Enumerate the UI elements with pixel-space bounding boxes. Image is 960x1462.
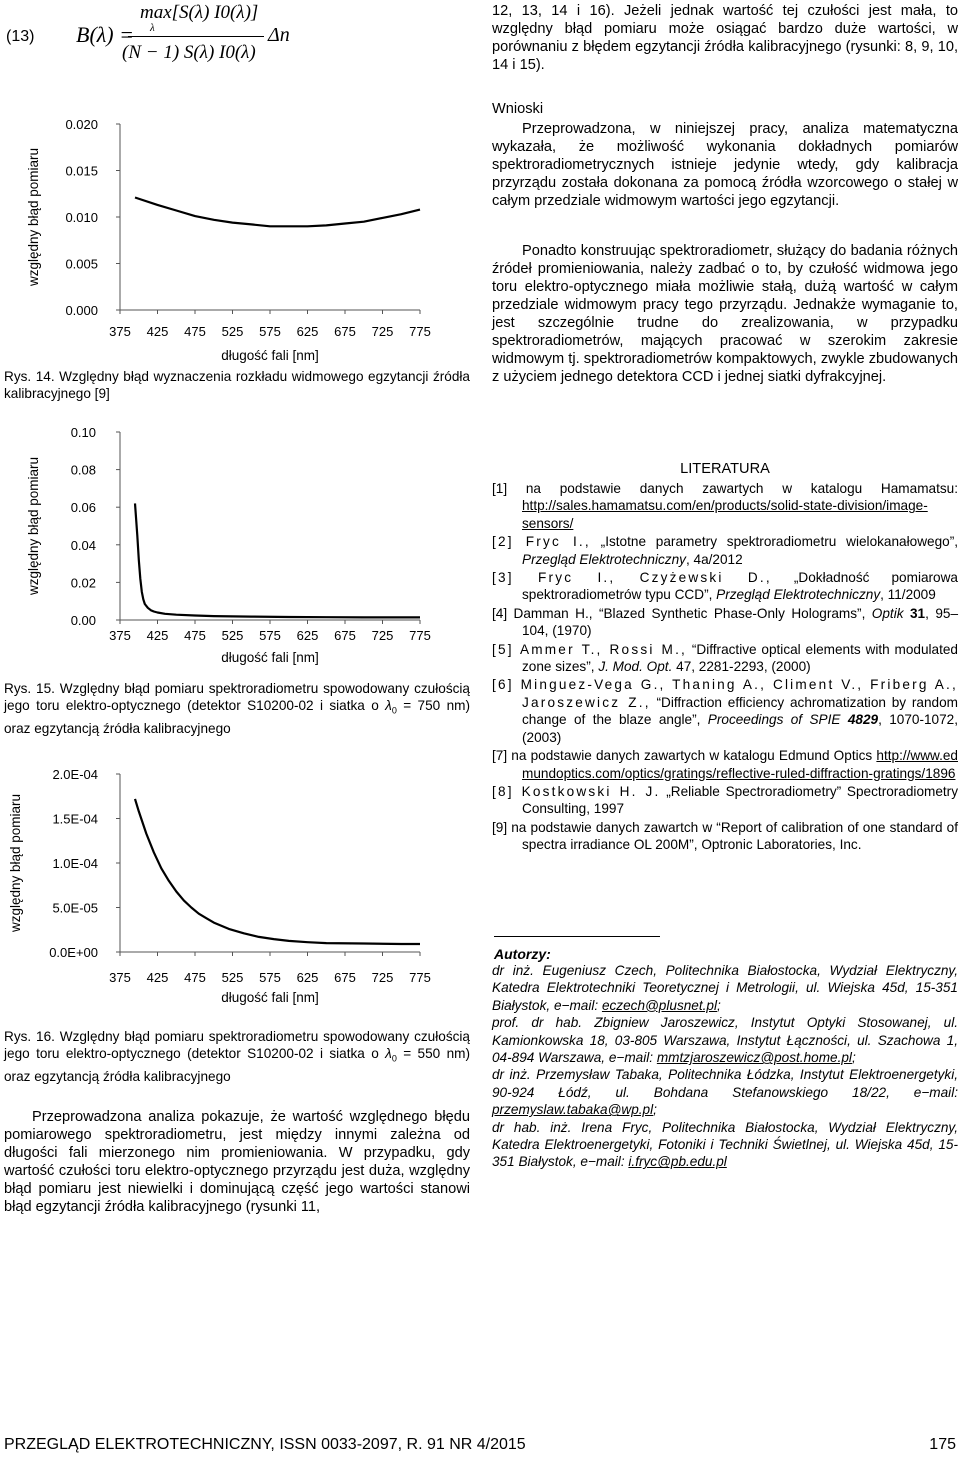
x-tick-label: 675 (334, 628, 356, 643)
x-tick-label: 425 (146, 628, 169, 643)
author-1 (492, 962, 958, 1014)
literature-heading: LITERATURA (680, 461, 770, 477)
reference-text: , 95–104, (1970) (522, 605, 959, 639)
x-tick-label: 575 (259, 970, 281, 985)
author-text: dr inż. Eugeniusz Czech, Politechnika Białostocka, Wydział Elektryczny, Katedra Elektrotechniki Teoretycznej i Metrologii, ul. Wiejska 45d, 15-351 Białystok, e−mail: (492, 963, 958, 1013)
x-tick-label: 525 (221, 628, 244, 643)
y-axis-label: względny błąd pomiaru (8, 793, 23, 933)
reference-8 (492, 783, 958, 818)
y-tick-label: 0.10 (70, 425, 96, 440)
reference-authors: [6] Minguez-Vega G., Thaning A., Climent V., Friberg A., Jaroszewicz Z., (492, 677, 958, 710)
y-tick-label: 5.0E-05 (52, 900, 98, 916)
reference-volume: 4829 (847, 712, 879, 728)
reference-authors: [5] Ammer T., Rossi M., (492, 641, 688, 657)
reference-journal: J. Mod. Opt. (598, 659, 673, 675)
reference-text: [4] Damman H., “Blazed Synthetic Phase-Only Holograms”, (492, 605, 872, 621)
reference-2 (492, 533, 958, 568)
x-tick-label: 775 (409, 628, 431, 643)
reference-text: [1] na podstawie danych zawartych w katalogu Hamamatsu: (492, 481, 958, 496)
reference-journal: Proceedings of SPIE (707, 712, 841, 728)
y-tick-label: 0.010 (65, 210, 98, 225)
series-line (135, 503, 420, 617)
reference-link[interactable]: http://sales.hamamatsu.com/en/products/solid-state-division/image-sensors/ (522, 498, 928, 531)
reference-6 (492, 676, 958, 746)
reference-5 (492, 641, 958, 676)
author-email[interactable]: mmtzjaroszewicz@post.home.pl (656, 1050, 852, 1066)
x-tick-label: 725 (371, 628, 394, 643)
x-tick-label: 775 (409, 324, 431, 339)
lambda-sub: 0 (391, 705, 397, 716)
x-tick-label: 575 (259, 628, 281, 643)
reference-3 (492, 569, 958, 604)
lambda-symbol: λ (385, 698, 392, 713)
reference-link[interactable]: http://www.edmundoptics.com/optics/gratings/reflective-ruled-diffraction-gratings/1896 (522, 748, 958, 781)
x-tick-label: 675 (334, 324, 356, 339)
y-tick-label: 2.0E-04 (52, 767, 98, 782)
x-tick-label: 425 (146, 970, 169, 985)
x-tick-label: 475 (184, 970, 206, 985)
fraction-bar (128, 36, 264, 37)
conclusions-paragraph-2: Ponadto konstruując spektroradiometr, służący do badania różnych źródeł promieniowania, należy zadbać o to, by czułość widmowa jego toru elektro-optycznego miała możliwie stałą, dużą wartość w całym przedziale widmowym pracy tego przyrządu. Jednakże wymaganie to, jest szczególnie trudne do zrealizowania, w przypadku spektroradiometrów, mających pracować w szerokim zakresie widmowym tj. spektroradiometrów kompaktowych, zwykle zbudowanych z użyciem jednego detektora CCD i jednej siatki dyfrakcyjnej. (492, 243, 958, 385)
reference-text: “Diffraction efficiency achromatization by random change of the blaze angle”, (522, 694, 958, 728)
author-4 (492, 1119, 958, 1171)
chart-rys-16 (0, 746, 470, 1016)
x-tick-label: 375 (109, 324, 131, 339)
conclusions-heading: Wnioski (492, 101, 544, 117)
x-tick-label: 625 (296, 970, 319, 985)
x-tick-label: 625 (296, 324, 319, 339)
caption-rys-16-b: = 550 nm) oraz egzytancją źródła kalibracyjnego (4, 1046, 470, 1084)
equation-rhs: Δn (268, 24, 290, 46)
x-tick-label: 725 (371, 324, 394, 339)
conclusions-paragraph-1: Przeprowadzona, w niniejszej pracy, analiza matematyczna wykazała, że możliwość wykonania dokładnych pomiarów spektroradiometrycznych istnieje jedynie wtedy, gdy kalibracja przyrządu została dokonana za pomocą źródła wzorcowego o stałej w całym przedziale widmowym wartości jego egzytancji. (492, 121, 958, 209)
author-email[interactable]: eczech@plusnet.pl (601, 997, 717, 1013)
y-tick-label: 0.000 (65, 303, 98, 318)
y-tick-label: 1.5E-04 (52, 811, 98, 827)
authors-heading: Autorzy: (494, 946, 551, 962)
x-tick-label: 375 (109, 628, 131, 643)
reference-text: „Reliable Spectroradiometry” Spectroradiometry Consulting, 1997 (522, 783, 958, 817)
author-email[interactable]: i.fryc@pb.edu.pl (628, 1154, 727, 1170)
reference-text: [7] na podstawie danych zawartych w katalogu Edmund Optics (492, 748, 877, 764)
reference-text: , 1070-1072, (2003) (522, 712, 959, 745)
author-text: ; (851, 1050, 856, 1066)
reference-9: [9] na podstawie danych zawartch w “Report of calibration of one standard of spectra irradiance OL 200M”, Optronic Laboratories, Inc. (492, 819, 958, 853)
equation-numerator: max[S(λ) I0(λ)] (140, 2, 259, 23)
x-tick-label: 725 (371, 970, 394, 985)
reference-4 (492, 605, 958, 640)
author-text: dr inż. Przemysław Tabaka, Politechnika Łódzka, Instytut Elektroenergetyki, 90-924 Łódź, ul. Bohdana Stefanowskiego 18/22, e−mail: (492, 1067, 958, 1100)
reference-journal: Przegląd Elektrotechniczny (522, 551, 686, 567)
equation-13 (0, 0, 480, 80)
page-number: 175 (929, 1436, 956, 1453)
caption-rys-16 (4, 1028, 470, 1085)
reference-volume: 31 (909, 605, 926, 621)
x-tick-label: 475 (184, 324, 206, 339)
equation-sub: λ (150, 22, 155, 34)
body-paragraph-analysis: Przeprowadzona analiza pokazuje, że wartość względnego błędu pomiarowego spektroradiometru, jest między innymi zależna od długości fali mierzonego nim promieniowania. W przypadku, gdy wartość czułości toru elektro-optycznego przyrządu jest duża, względny błąd pomiaru jest niewielki i dominującą część jego wartości stanowi błąd egzytancji źródła kalibracyjnego (rysunki 11, (4, 1109, 470, 1215)
reference-text: „Dokładność pomiarowa spektroradiometrów typu CCD”, (522, 570, 958, 603)
equation-number: (13) (6, 28, 35, 45)
y-tick-label: 0.005 (65, 256, 98, 272)
author-2 (492, 1014, 958, 1066)
equation-denominator: (N − 1) S(λ) I0(λ) (122, 42, 256, 63)
author-text: ; (717, 997, 721, 1013)
x-axis-label: długość fali [nm] (221, 990, 319, 1005)
reference-authors: [2] Fryc I., (492, 534, 591, 550)
reference-text: , 4a/2012 (685, 551, 743, 567)
x-tick-label: 575 (259, 324, 281, 339)
y-tick-label: 0.020 (65, 117, 98, 132)
x-tick-label: 525 (221, 970, 244, 985)
x-tick-label: 425 (146, 324, 169, 339)
reference-authors: [8] Kostkowski H. J. (492, 783, 661, 799)
reference-text: „Istotne parametry spektroradiometru wielokanałowego”, (590, 534, 958, 550)
caption-rys-15-a: Rys. 15. Względny błąd pomiaru spektroradiometru spowodowany czułością jego toru elektro-optycznego (detektor S10200-02 i siatka o (4, 681, 470, 713)
body-paragraph-continued: 12, 13, 14 i 16). Jeżeli jednak wartość tej czułości jest mała, to względny błąd pomiaru może osiągać bardzo duże wartości, w porównaniu z błędem egzytancji źródła kalibracyjnego (rysunki: 8, 9, 10, 14 i 15). (492, 3, 958, 73)
reference-text: 47, 2281-2293, (2000) (672, 659, 811, 675)
reference-text: “Diffractive optical elements with modulated zone sizes”, (522, 641, 958, 675)
y-axis-label: względny błąd pomiaru (26, 147, 41, 287)
y-tick-label: 0.06 (70, 500, 96, 516)
caption-rys-14: Rys. 14. Względny błąd wyznaczenia rozkładu widmowego egzytancji źródła kalibracyjnego [9] (4, 369, 470, 401)
lambda-sub: 0 (391, 1053, 397, 1064)
author-text: dr hab. inż. Irena Fryc, Politechnika Białostocka, Wydział Elektryczny, Katedra Elektroenergetyki, Fotoniki i Techniki Świetlnej, ul. Wiejska 45d, 15-351 Białystok, e−mail: (492, 1119, 958, 1170)
reference-journal: Optik (871, 605, 904, 621)
reference-1 (492, 480, 958, 532)
footer-journal: PRZEGLĄD ELEKTROTECHNICZNY, ISSN 0033-2097, R. 91 NR 4/2015 (4, 1436, 526, 1453)
series-line (135, 198, 420, 227)
y-tick-label: 0.04 (70, 537, 96, 553)
y-tick-label: 0.08 (70, 462, 96, 478)
caption-rys-15 (4, 680, 470, 737)
x-tick-label: 375 (109, 970, 131, 985)
x-tick-label: 625 (296, 628, 319, 643)
y-tick-label: 0.0E+00 (49, 945, 98, 960)
author-text: prof. dr hab. Zbigniew Jaroszewicz, Instytut Optyki Stosowanej, ul. Kamionkowska 18, 03-805 Warszawa, Instytut Łączności, ul. Szachowa 1, 04-894 Warszawa, e−mail: (492, 1015, 958, 1066)
series-line (135, 799, 420, 944)
reference-list (492, 480, 958, 855)
equation-lhs: B(λ) = (76, 22, 134, 47)
chart-rys-15 (0, 424, 470, 666)
authors-divider (494, 936, 660, 937)
x-tick-label: 775 (409, 970, 431, 985)
x-axis-label: długość fali [nm] (221, 348, 319, 363)
x-tick-label: 525 (221, 324, 244, 339)
lambda-symbol: λ (385, 1046, 392, 1061)
y-tick-label: 0.015 (65, 163, 98, 179)
authors-block (492, 962, 958, 1171)
reference-text: , 11/2009 (880, 587, 936, 603)
y-tick-label: 1.0E-04 (52, 856, 98, 871)
author-email[interactable]: przemyslaw.tabaka@wp.pl (492, 1102, 654, 1118)
chart-rys-14 (0, 110, 470, 372)
reference-journal: Przegląd Elektrotechniczny (716, 587, 881, 603)
y-tick-label: 0.00 (70, 613, 96, 628)
caption-rys-15-b: = 750 nm) oraz egzytancją źródła kalibracyjnego (4, 698, 470, 736)
author-text: ; (653, 1102, 657, 1118)
reference-7 (492, 747, 958, 782)
x-tick-label: 475 (184, 628, 206, 643)
caption-rys-16-a: Rys. 16. Względny błąd pomiaru spektroradiometru spowodowany czułością jego toru elektro-optycznego (detektor S10200-02 i siatka o (4, 1029, 470, 1061)
y-tick-label: 0.02 (70, 575, 96, 591)
reference-authors: [3] Fryc I., Czyżewski D., (492, 570, 772, 586)
x-tick-label: 675 (334, 970, 356, 985)
x-axis-label: długość fali [nm] (221, 650, 319, 665)
y-axis-label: względny błąd pomiaru (26, 456, 41, 596)
author-3 (492, 1066, 958, 1118)
